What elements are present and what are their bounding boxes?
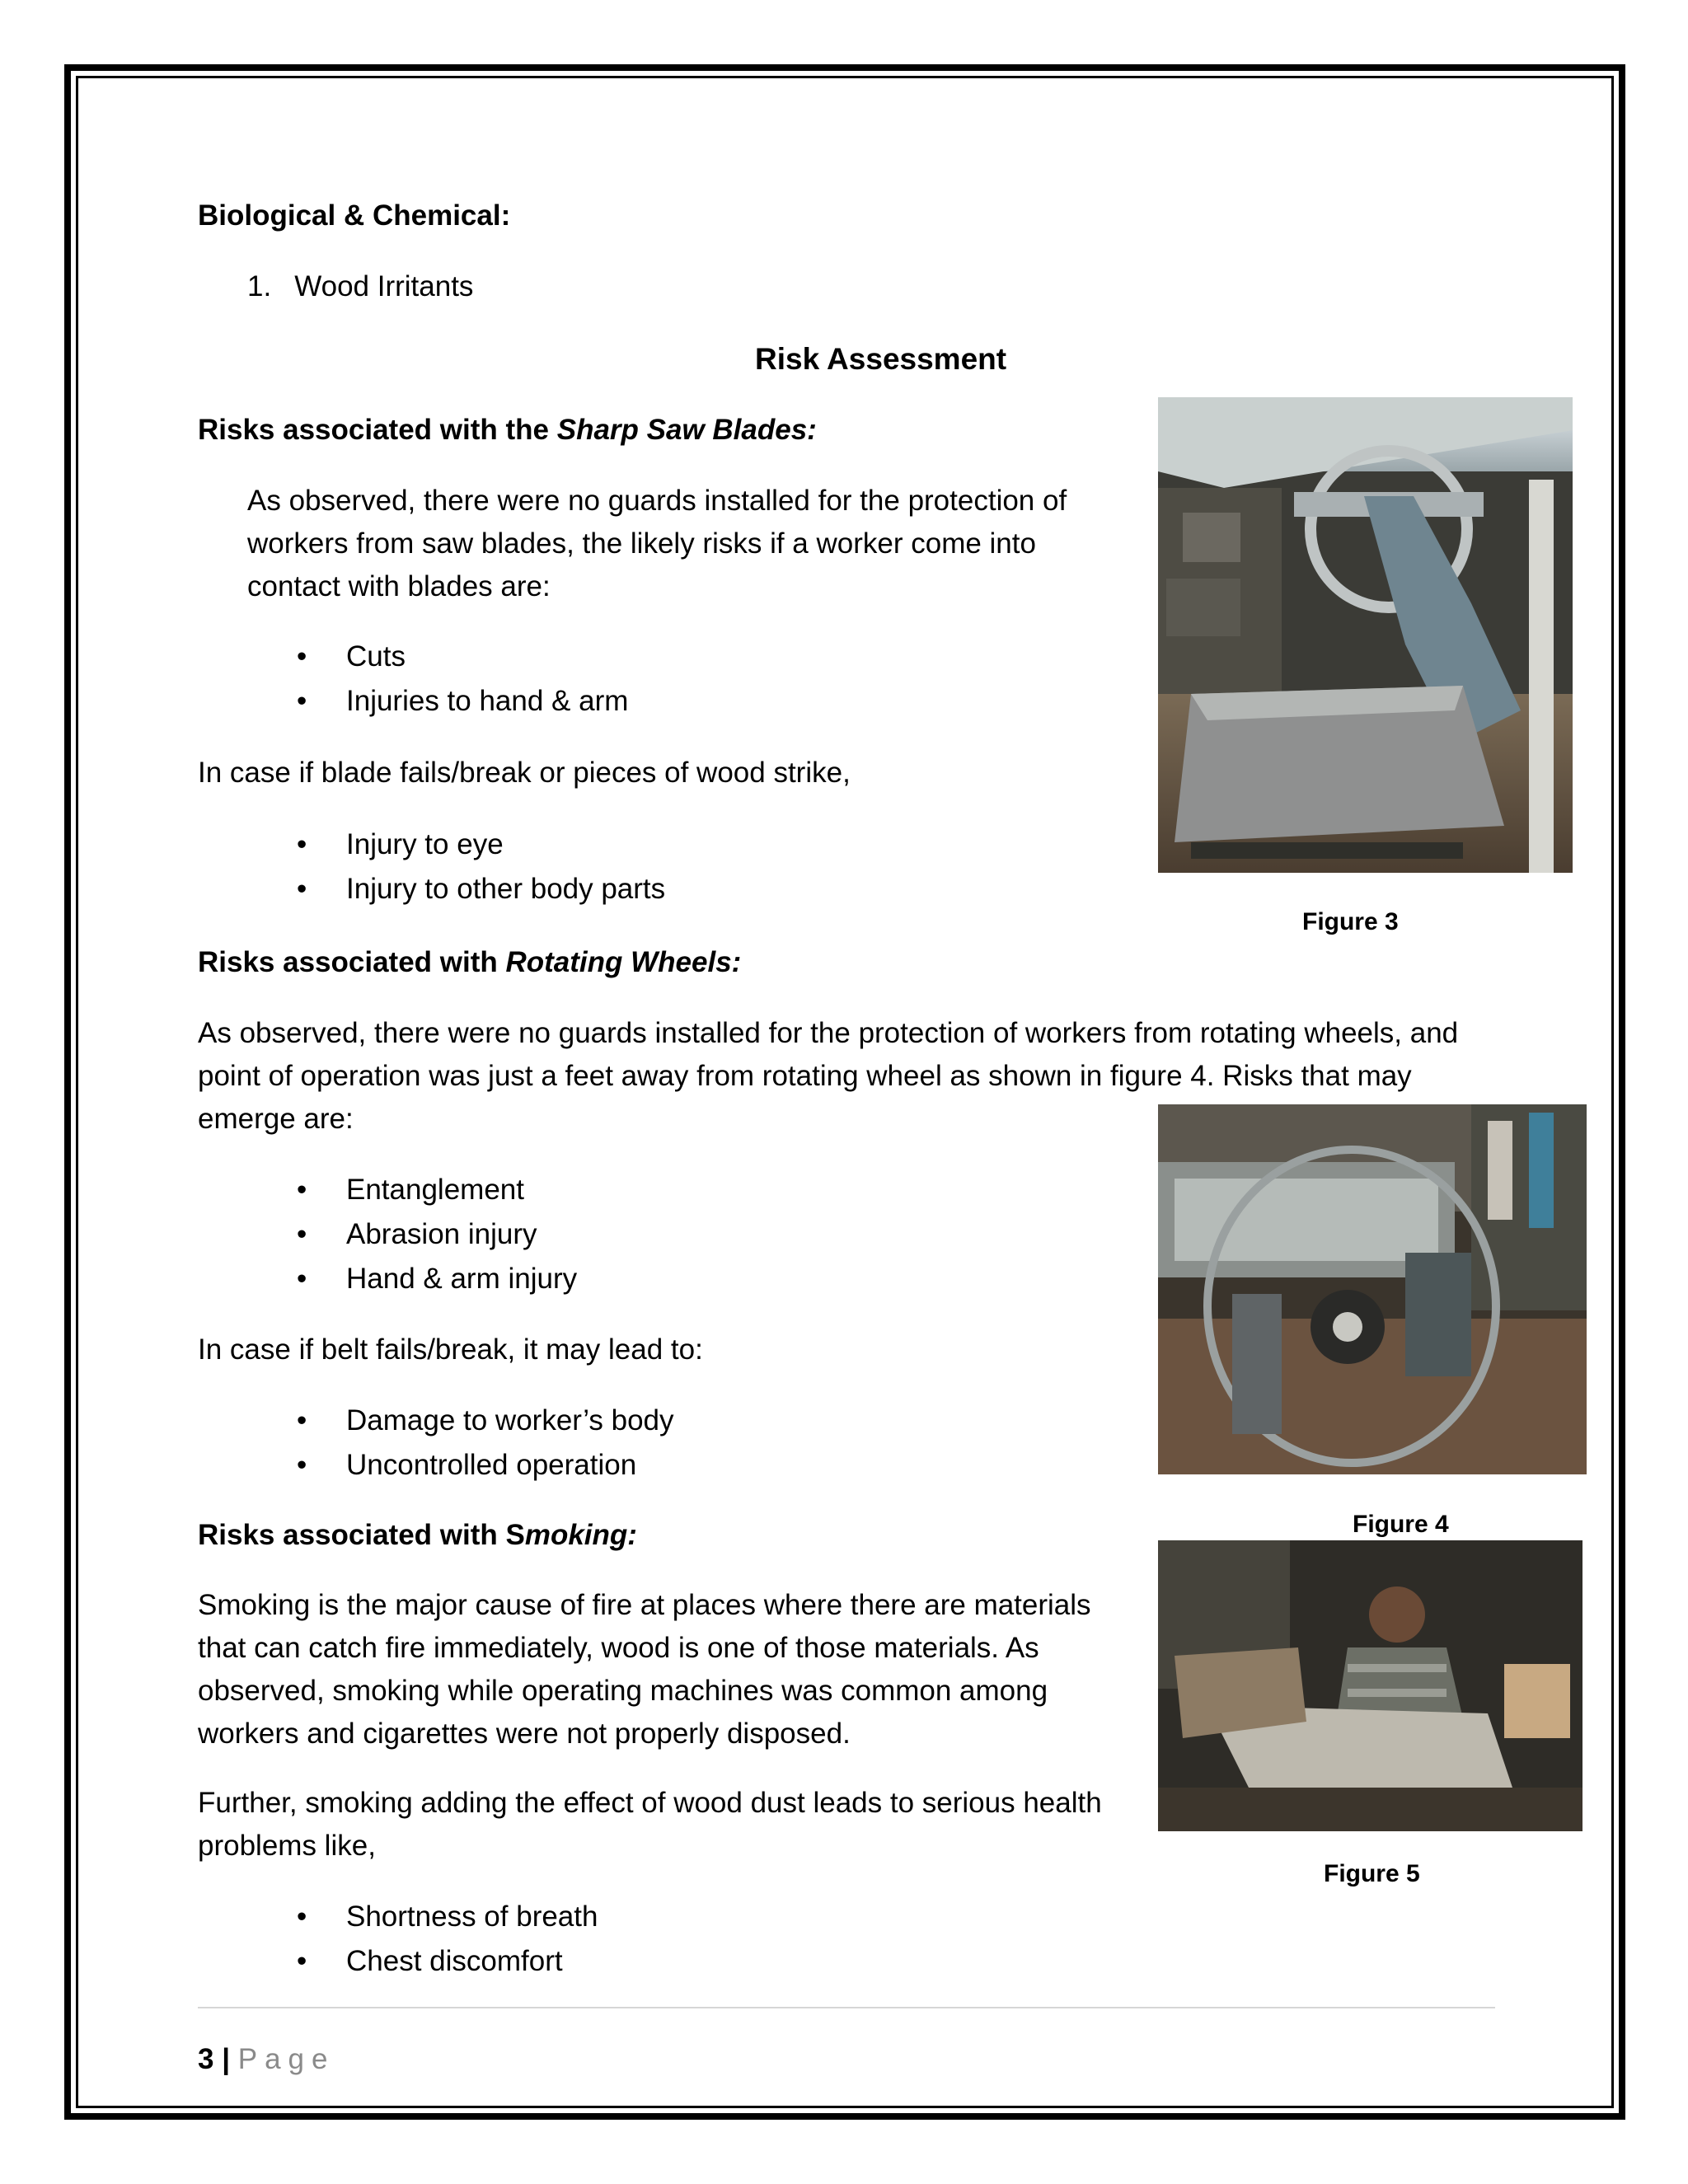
figure-3-caption: Figure 3 xyxy=(1302,908,1399,935)
page-word: Page xyxy=(237,2043,335,2075)
bullet-icon: • xyxy=(297,1945,307,1977)
list-item: • Cuts xyxy=(297,635,628,679)
list-item: • Uncontrolled operation xyxy=(297,1443,674,1488)
bullet-icon: • xyxy=(297,828,307,860)
bullet-icon: • xyxy=(297,873,307,905)
list-item: • Entanglement xyxy=(297,1168,577,1212)
rotating-wheels-paragraph: As observed, there were no guards installed for the protection of workers from rotating wheels, and point of operation was just a feet away from rotating wheel as shown in figure 4. Risks that may emerge are: xyxy=(198,1017,1459,1135)
list-item: • Injury to other body parts xyxy=(297,867,665,912)
bullet-icon: • xyxy=(297,1174,307,1206)
list-item: • Shortness of breath xyxy=(297,1895,598,1939)
bullet-icon: • xyxy=(297,1900,307,1933)
belt-failure-risk-list xyxy=(297,1399,674,1488)
bullet-icon: • xyxy=(297,1449,307,1481)
figure-5-photo xyxy=(1158,1540,1582,1831)
footer-divider xyxy=(198,2007,1495,2008)
list-number: 1. xyxy=(247,270,272,302)
figure-5-caption: Figure 5 xyxy=(1324,1860,1420,1887)
list-item: • Chest discomfort xyxy=(297,1939,598,1984)
list-item: • Injuries to hand & arm xyxy=(297,679,628,724)
heading-emphasis: moking: xyxy=(524,1519,637,1551)
heading-rotating-wheels xyxy=(198,941,741,984)
page-separator: | xyxy=(222,2043,230,2075)
figure-3-photo xyxy=(1158,397,1573,873)
list-item-wood-irritants xyxy=(247,265,473,308)
smoking-health-list xyxy=(297,1895,598,1984)
page-footer xyxy=(198,2038,335,2081)
heading-emphasis: Sharp Saw Blades: xyxy=(556,414,817,446)
bullet-icon: • xyxy=(297,1218,307,1250)
bullet-icon: • xyxy=(297,1263,307,1295)
bullet-icon: • xyxy=(297,640,307,673)
belt-failure-text: In case if belt fails/break, it may lead to: xyxy=(198,1333,703,1366)
heading-prefix: Risks associated with xyxy=(198,946,506,978)
bullet-icon: • xyxy=(297,1404,307,1436)
blade-failure-risk-list xyxy=(297,823,665,912)
rotating-wheels-risk-list xyxy=(297,1168,577,1301)
blade-failure-text: In case if blade fails/break or pieces of wood strike, xyxy=(198,757,851,789)
page-number: 3 xyxy=(198,2043,214,2075)
heading-prefix: Risks associated with S xyxy=(198,1519,525,1551)
smoking-health-paragraph: Further, smoking adding the effect of wood dust leads to serious health problems like, xyxy=(198,1787,1102,1862)
bullet-icon: • xyxy=(297,685,307,717)
saw-blades-risk-list xyxy=(297,635,628,724)
list-item: • Hand & arm injury xyxy=(297,1257,577,1301)
list-item: • Damage to worker’s body xyxy=(297,1399,674,1443)
page-title: Risk Assessment xyxy=(755,342,1007,376)
smoking-paragraph: Smoking is the major cause of fire at places where there are materials that can catch fire immediately, wood is one of those materials. As observed, smoking while operating machines was common among workers and cigarettes were not properly disposed. xyxy=(198,1589,1091,1750)
list-item: • Abrasion injury xyxy=(297,1212,577,1257)
saw-blades-paragraph: As observed, there were no guards installed for the protection of workers from saw blades, the likely risks if a worker come into contact with blades are: xyxy=(247,485,1067,602)
heading-emphasis: Rotating Wheels: xyxy=(505,946,742,978)
figure-4-photo xyxy=(1158,1104,1587,1474)
figure-4-caption: Figure 4 xyxy=(1353,1511,1449,1538)
heading-sharp-saw-blades xyxy=(198,409,817,452)
list-item: • Injury to eye xyxy=(297,823,665,867)
heading-prefix: Risks associated with the xyxy=(198,414,557,446)
heading-smoking xyxy=(198,1514,637,1557)
heading-biological-chemical: Biological & Chemical: xyxy=(198,199,511,232)
list-text: Wood Irritants xyxy=(294,270,474,302)
